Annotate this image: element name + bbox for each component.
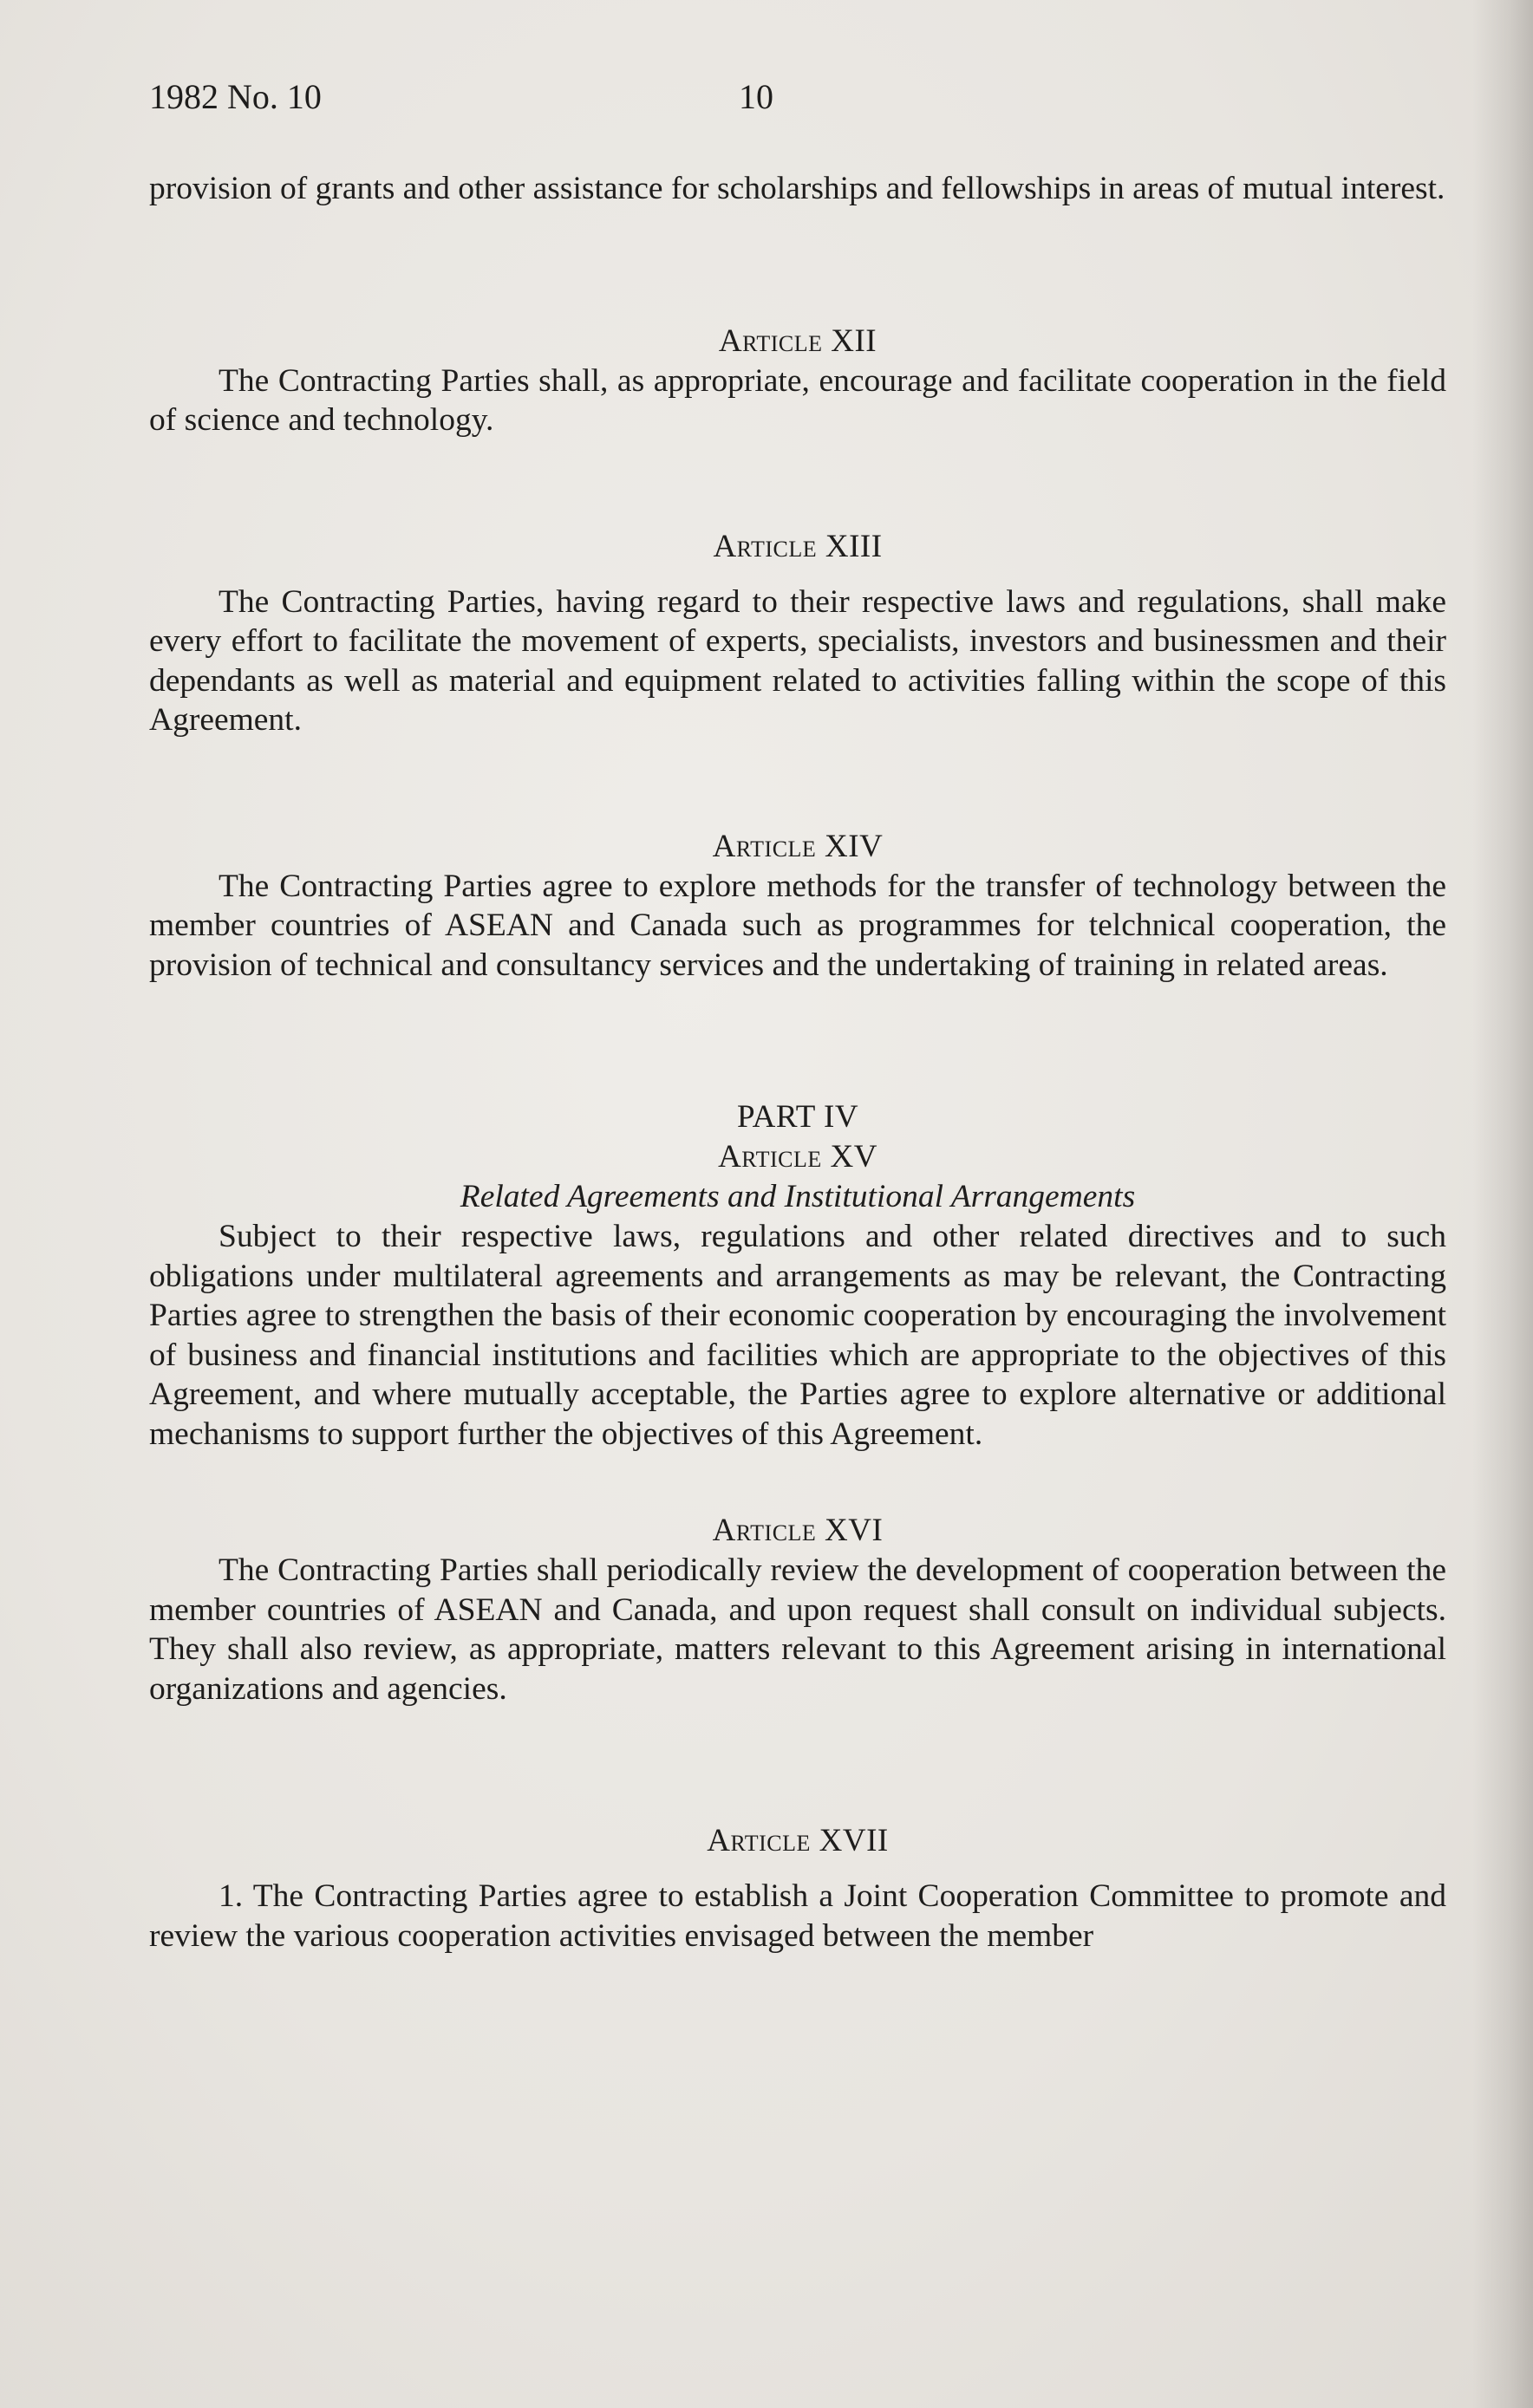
part-iv-heading: PART IV — [736, 1099, 859, 1135]
article-xvii-heading: Article XVII — [707, 1823, 889, 1858]
page-spine-shadow — [1472, 0, 1533, 2408]
article-xvii-text: 1. The Contracting Parties agree to establish a Joint Cooperation Committee to promote and review the various cooperation activities envisaged between the member — [149, 1878, 1446, 1954]
article-xv-subtitle: Related Agreements and Institutional Arrangements — [460, 1179, 1136, 1214]
article-xiii-heading: Article XIII — [713, 528, 883, 564]
intro-paragraph: provision of grants and other assistance for scholarships and fellowships in areas of mutual interest. — [149, 171, 1445, 206]
document-body — [149, 169, 1446, 1956]
article-xv-heading: Article XV — [718, 1139, 877, 1175]
header-year-number: 1982 No. 10 — [149, 77, 322, 116]
header-page-number: 10 — [739, 77, 773, 116]
article-xii-heading: Article XII — [718, 322, 877, 359]
article-xvi-heading: Article XVI — [712, 1513, 884, 1548]
article-xiv-heading: Article XIV — [712, 828, 884, 864]
article-xiv-text: The Contracting Parties agree to explore methods for the transfer of technology between the member countries of ASEAN and Canada such as programmes for telchnical cooperation, the provision of technical and consultancy services and the undertaking of training in related areas. — [149, 868, 1446, 983]
article-xvi-text: The Contracting Parties shall periodically review the development of cooperation between the member countries of ASEAN and Canada, and upon request shall consult on individual subjects. They shall also review, as appropriate, matters relevant to this Agreement arising in international organizations and agencies. — [149, 1552, 1446, 1707]
article-xv-text: Subject to their respective laws, regulations and other related directives and to such obligations under multilateral agreements and arrangements as may be relevant, the Contracting Parties agree to strengthen the basis of their economic cooperation by encouraging the involvement of business and financial institutions and facilities which are appropriate to the objectives of this Agreement, and where mutually acceptable, the Parties agree to explore alternative or additional mechanisms to support further the objectives of this Agreement. — [149, 1219, 1446, 1452]
page-header — [149, 76, 1450, 128]
article-xii-text: The Contracting Parties shall, as appropriate, encourage and facilitate cooperation in the field of science and technology. — [149, 362, 1446, 438]
article-xiii-text: The Contracting Parties, having regard to their respective laws and regulations, shall make every effort to facilitate the movement of experts, specialists, investors and businessmen and their dependants as well as material and equipment related to activities falling within the scope of this Agreement. — [149, 583, 1446, 738]
